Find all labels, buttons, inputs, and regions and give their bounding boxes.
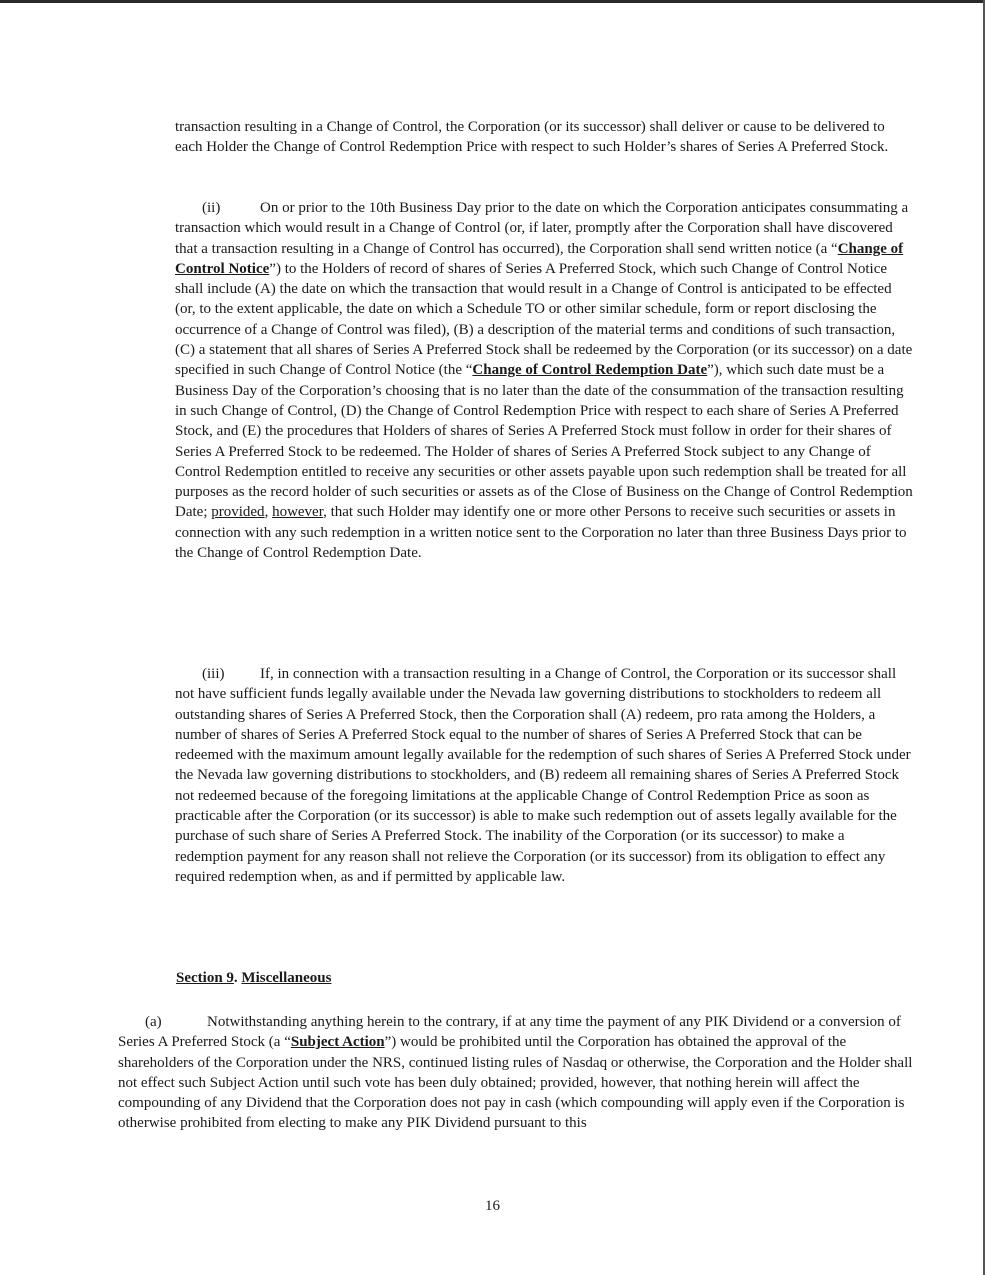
page-number: 16 bbox=[485, 1198, 500, 1214]
clause-number: (a) bbox=[145, 1014, 162, 1030]
paragraph-text: transaction resulting in a Change of Control, the Corporation (or its successor) shall deliver or cause to be delivered to each Holder the Change of Control Redemption Price with respect to such Holder’s shares of Series A Preferred Stock. bbox=[175, 119, 889, 156]
underlined-term: however bbox=[272, 504, 324, 521]
paragraph-a bbox=[118, 1012, 918, 1134]
paragraph-body bbox=[175, 198, 915, 563]
text-run: ”), which such date must be a Business Day of the Corporation’s choosing that is no later than the date of the consummation of the transaction resulting in such Change of Control, (D) the Change of Control Redemption Price with respect to each share of Series A Preferred Stock, and (E) the procedures that Holders of shares of Series A Preferred Stock must follow in order for their shares of Series A Preferred Stock to be redeemed. The Holder of shares of Series A Preferred Stock subject to any Change of Control Redemption entitled to receive any securities or other assets payable upon such redemption shall be treated for all purposes as the record holder of such securities or assets as of the Close of Business on the Change of Control Redemption Date; bbox=[175, 362, 913, 521]
clause-number: (ii) bbox=[202, 200, 221, 216]
section-title: Miscellaneous bbox=[241, 970, 332, 986]
text-run: ”) would be prohibited until the Corporation has obtained the approval of the shareholders of the Corporation under the NRS, continued listing rules of Nasdaq or otherwise, the Corporation and the Holder shall not effect such Subject Action until such vote has been duly obtained; provided, however, that nothing herein will affect the compounding of any Dividend that the Corporation does not pay in cash (which compounding will apply even if the Corporation is otherwise prohibited from electing to make any PIK Dividend pursuant to this bbox=[118, 1034, 913, 1132]
paragraph-body bbox=[118, 1012, 918, 1134]
paragraph-body bbox=[175, 664, 915, 887]
underlined-term: provided bbox=[211, 504, 265, 521]
text-run: If, in connection with a transaction resulting in a Change of Control, the Corporation or its successor shall not have sufficient funds legally available under the Nevada law governing distributions to stockholders to redeem all outstanding shares of Series A Preferred Stock, then the Corporation shall (A) redeem, pro rata among the Holders, a number of shares of Series A Preferred Stock equal to the number of shares of Series A Preferred Stock that can be redeemed with the maximum amount legally available for the redemption of such shares of Series A Preferred Stock under the Nevada law governing distributions to stockholders, and (B) redeem all remaining shares of Series A Preferred Stock not redeemed because of the foregoing limitations at the applicable Change of Control Redemption Price as soon as practicable after the Corporation (or its successor) is able to make such redemption out of assets legally available for the purchase of such share of Series A Preferred Stock. The inability of the Corporation (or its successor) to make a redemption payment for any reason shall not relieve the Corporation (or its successor) from its obligation to effect any required redemption when, as and if permitted by applicable law. bbox=[175, 666, 911, 885]
paragraph-ii bbox=[175, 198, 915, 563]
clause-number: (iii) bbox=[202, 666, 225, 682]
section-heading bbox=[176, 970, 331, 987]
scan-border-top bbox=[0, 0, 985, 3]
text-run: On or prior to the 10th Business Day prior to the date on which the Corporation anticipates consummating a transaction which would result in a Change of Control (or, if later, promptly after the Corporation shall have discovered that a transaction resulting in a Change of Control has occurred), the Corporation shall send written notice (a “ bbox=[175, 200, 909, 257]
section-separator: . bbox=[233, 970, 242, 986]
defined-term: Subject Action bbox=[290, 1034, 385, 1051]
text-run: Notwithstanding anything herein to the contrary, if at any time the payment of any PIK Dividend or a conversion of Series A Preferred Stock (a “ bbox=[118, 1014, 901, 1051]
defined-term: Change of Control Redemption Date bbox=[472, 362, 708, 379]
paragraph-iii bbox=[175, 664, 915, 887]
text-run: ”) to the Holders of record of shares of Series A Preferred Stock, which such Change of Control Notice shall include (A) the date on which the transaction that would result in a Change of Control is anticipated to be effected (or, to the extent applicable, the date on which a Schedule TO or other similar schedule, form or report disclosing the occurrence of a Change of Control was filed), (B) a description of the material terms and conditions of such transaction, (C) a statement that all shares of Series A Preferred Stock shall be redeemed by the Corporation (or its successor) on a date specified in such Change of Control Notice (the “ bbox=[175, 260, 913, 379]
section-number: Section 9 bbox=[176, 970, 234, 986]
text-run: , that such Holder may identify one or more other Persons to receive such securities or assets in connection with any such redemption in a written notice sent to the Corporation no later than three Business Days prior to the Change of Control Redemption Date. bbox=[175, 504, 907, 562]
paragraph-continuation bbox=[175, 117, 915, 158]
text-run: , bbox=[264, 504, 273, 521]
defined-term: Change of Control Notice bbox=[175, 240, 904, 277]
